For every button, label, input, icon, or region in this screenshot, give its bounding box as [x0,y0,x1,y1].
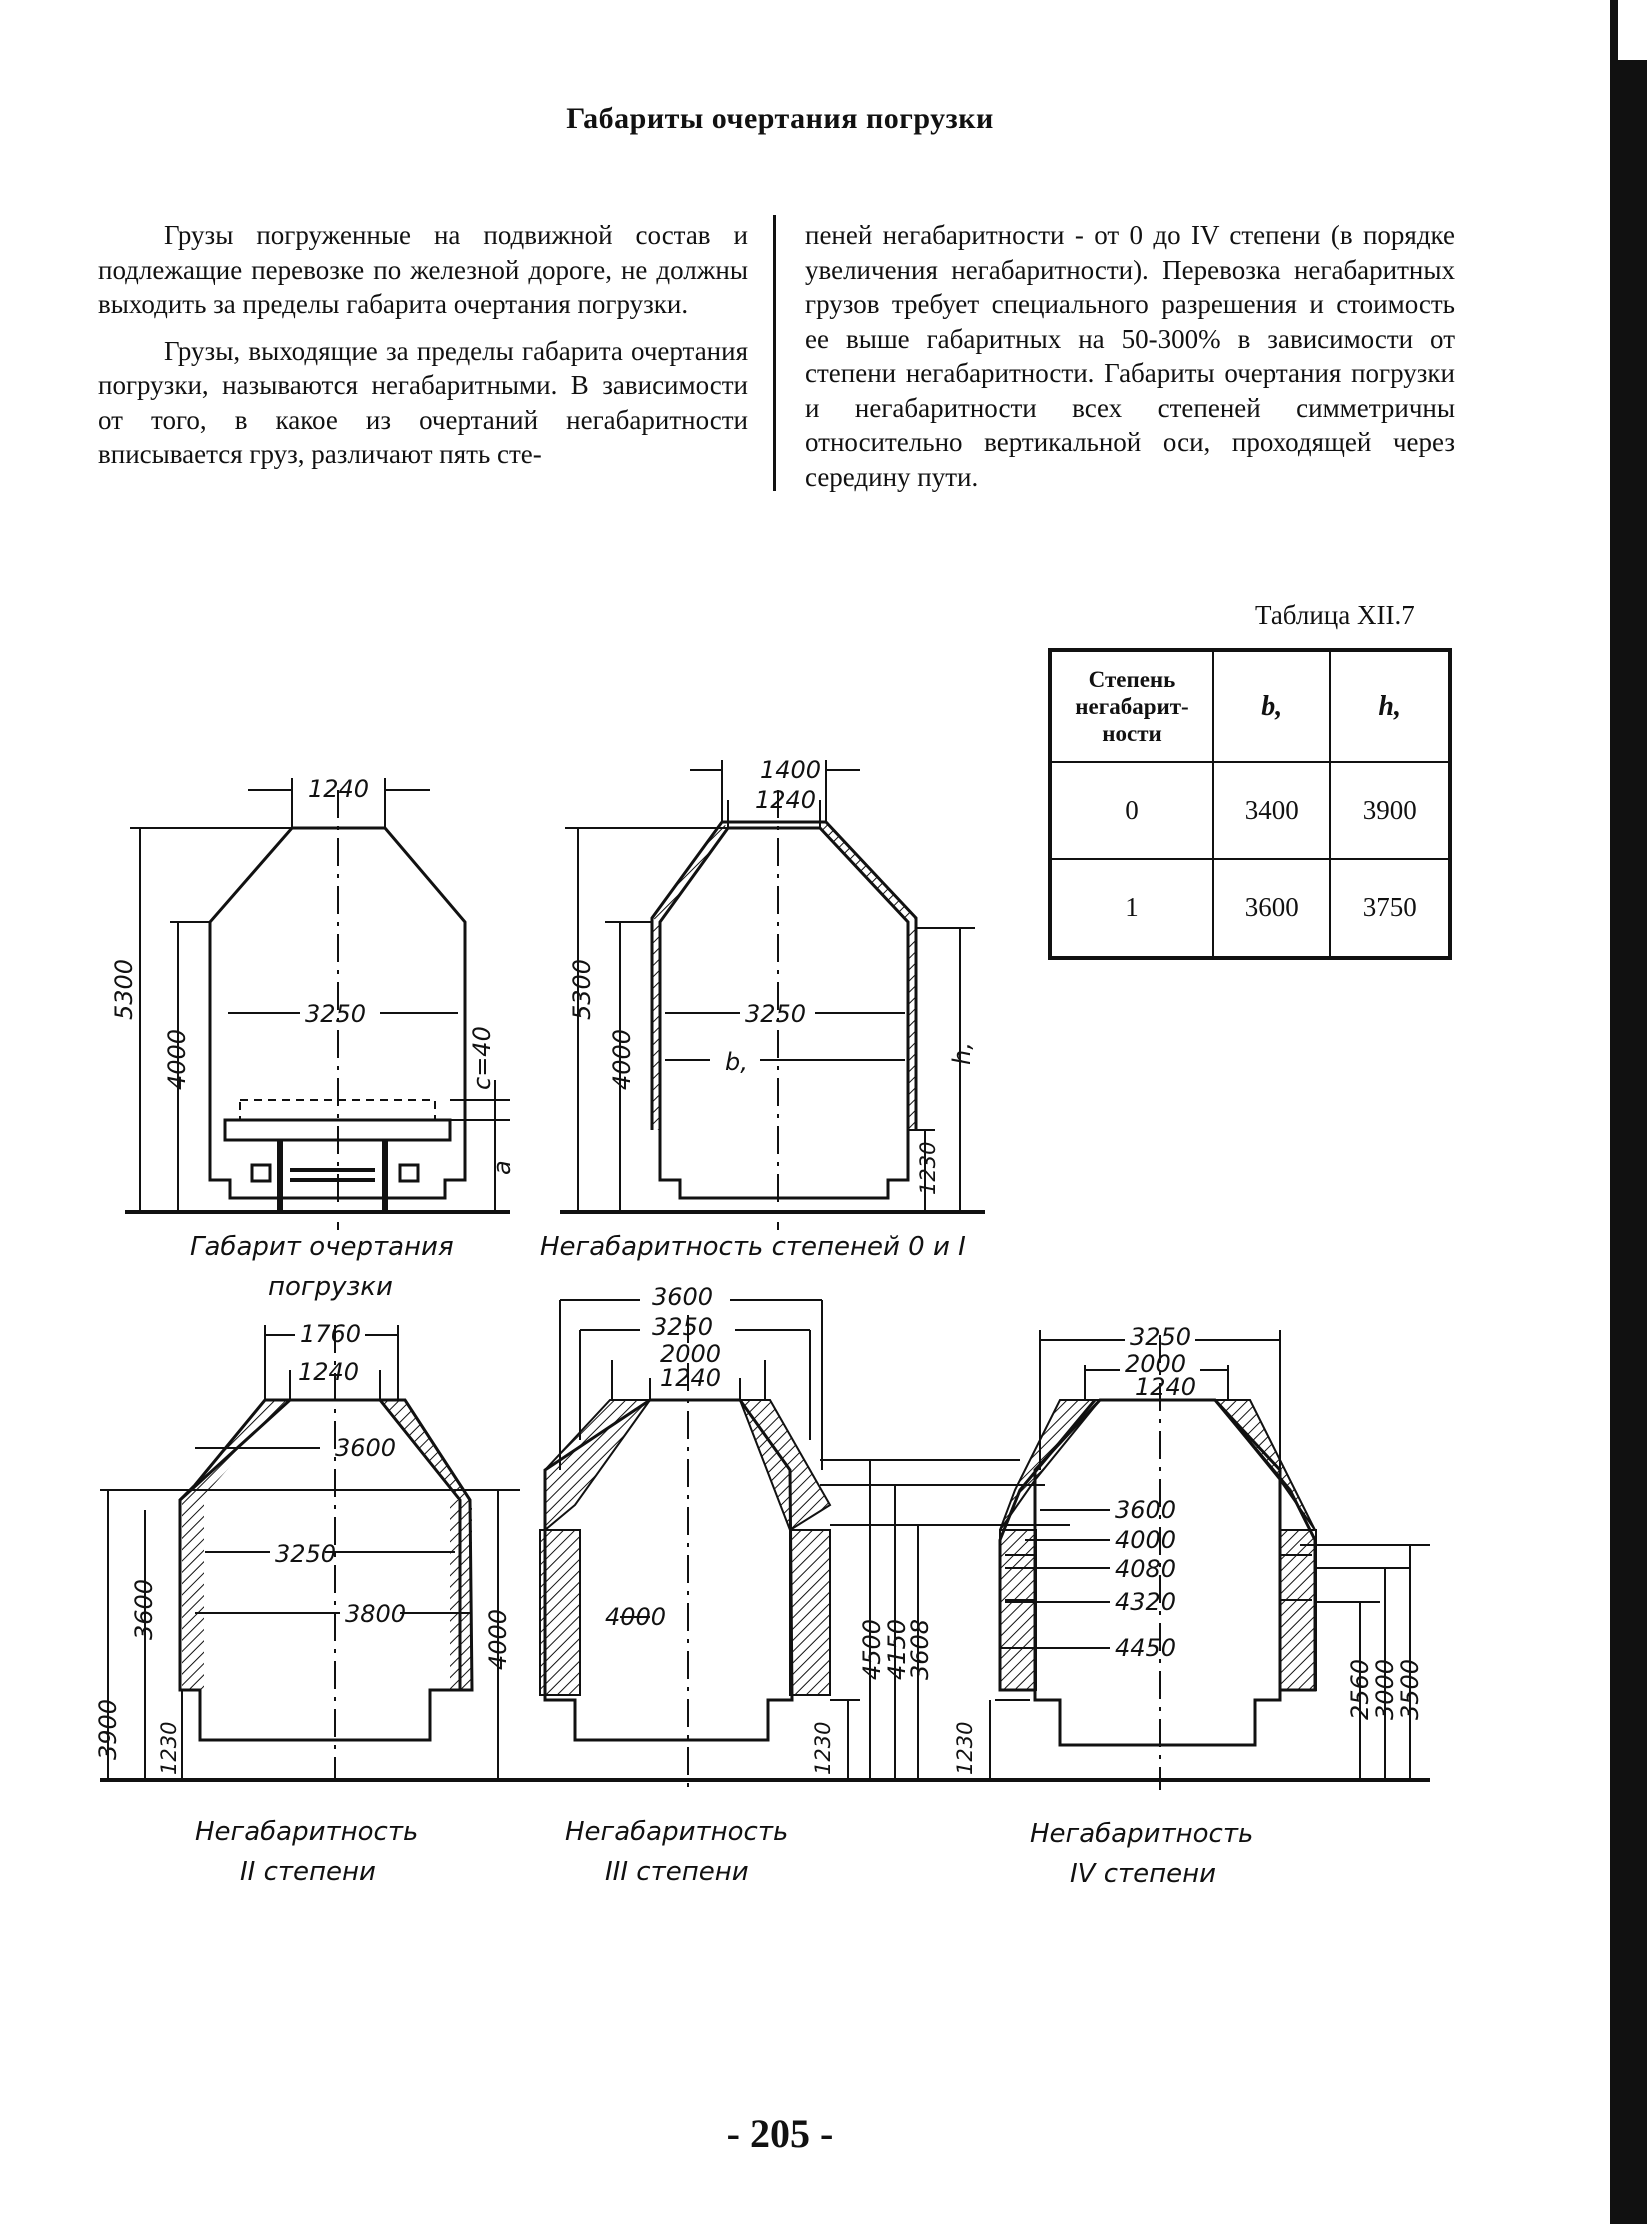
figure-caption: погрузки [268,1272,393,1302]
dim-label: 1230 [157,1721,181,1775]
dim-label: 3600 [1115,1496,1177,1524]
dim-label: 2560 [1346,1658,1374,1720]
table-cell: 3750 [1330,859,1450,958]
dim-label: 3600 [652,1283,714,1311]
dim-label: 1760 [300,1320,362,1348]
dim-label: 3250 [652,1313,714,1341]
dim-label: 4500 [858,1618,886,1680]
dim-label: 3500 [1396,1658,1424,1720]
dim-label: 3600 [130,1578,158,1640]
dim-label: 3608 [906,1618,934,1680]
figure-caption: Негабаритность [1030,1819,1254,1849]
dim-label: 3250 [1130,1323,1192,1351]
dim-label: 2000 [660,1340,722,1368]
dim-label: 3250 [305,1000,367,1028]
dim-label: 1240 [308,775,370,803]
dim-label: 3800 [345,1600,407,1628]
dim-label: h, [948,1042,976,1065]
dim-label: 3250 [275,1540,337,1568]
figure-caption: Габарит очертания [190,1232,454,1262]
paragraph: пеней негабаритности - от 0 до IV степени (в порядке увеличения негабаритности). Перевозка негабаритных грузов требует специального разрешения и стоимость ее выше габаритных на 50-300% в зависимости от степени негабаритности. Габариты очертания погрузки и негабаритности всех степеней симметричны относительно вертикальной оси, проходящей через середину пути. [805,220,1455,492]
dim-label: c=40 [468,1026,496,1090]
dim-label: 4000 [605,1603,667,1631]
dim-label: 4320 [1115,1588,1177,1616]
dim-label: 1240 [1135,1373,1197,1401]
dim-label: 1230 [916,1141,940,1195]
table-caption: Таблица XII.7 [1255,600,1415,630]
table-cell: 3900 [1330,762,1450,859]
dim-label: 3600 [335,1434,397,1462]
dim-label: 4000 [608,1028,636,1090]
dim-label: a [488,1160,516,1175]
dim-label: 1400 [760,756,822,784]
dim-label: 3250 [745,1000,807,1028]
paragraph: Грузы, выходящие за пределы габарита очертания погрузки, называются негабаритными. В зависимости от того, в какое из очертаний негабаритности вписывается груз, различают пять сте- [98,335,748,469]
table-cell: 1 [1050,859,1213,958]
dim-label: 3900 [94,1698,122,1760]
figure-caption: Негабаритность [195,1817,419,1847]
page-number: - 205 - [726,2111,834,2156]
dim-label: b, [725,1048,748,1076]
figure-caption: Негабаритность [565,1817,789,1847]
table-cell: 0 [1050,762,1213,859]
dim-label: 5300 [568,958,596,1020]
dim-label: 1240 [298,1358,360,1386]
figure-caption: IV степени [1070,1859,1217,1889]
figure-degree-3-labels [565,1283,934,1887]
dim-label: 1240 [660,1364,722,1392]
figure-degree-2-labels [94,1320,512,1887]
dim-label: 1230 [811,1721,835,1775]
dim-label: 1230 [953,1721,977,1775]
dim-label: 4080 [1115,1555,1177,1583]
figure-caption: II степени [240,1857,376,1887]
dim-label: 2000 [1125,1350,1187,1378]
dim-label: 1240 [755,786,817,814]
dim-label: 3000 [1371,1658,1399,1720]
dim-label: 4000 [484,1608,512,1670]
dim-label: 5300 [110,958,138,1020]
dim-label: 4150 [883,1618,911,1680]
figure-caption: Негабаритность степеней 0 и I [540,1232,966,1262]
table-cell: 3600 [1213,859,1330,958]
dim-label: 4450 [1115,1634,1177,1662]
paragraph: Грузы погруженные на подвижной состав и подлежащие перевозке по железной дороге, не должны выходить за пределы габарита очертания погрузки. [98,220,748,319]
page-title: Габариты очертания погрузки [566,102,994,135]
table-header-h: h, [1330,650,1450,762]
table-header-degree: Степень негабарит-ности [1050,650,1213,762]
dim-label: 4000 [163,1028,191,1090]
table-header-b: b, [1213,650,1330,762]
figure-caption: III степени [605,1857,749,1887]
figure-loading-gauge-labels [110,775,516,1302]
dim-label: 4000 [1115,1526,1177,1554]
table-cell: 3400 [1213,762,1330,859]
